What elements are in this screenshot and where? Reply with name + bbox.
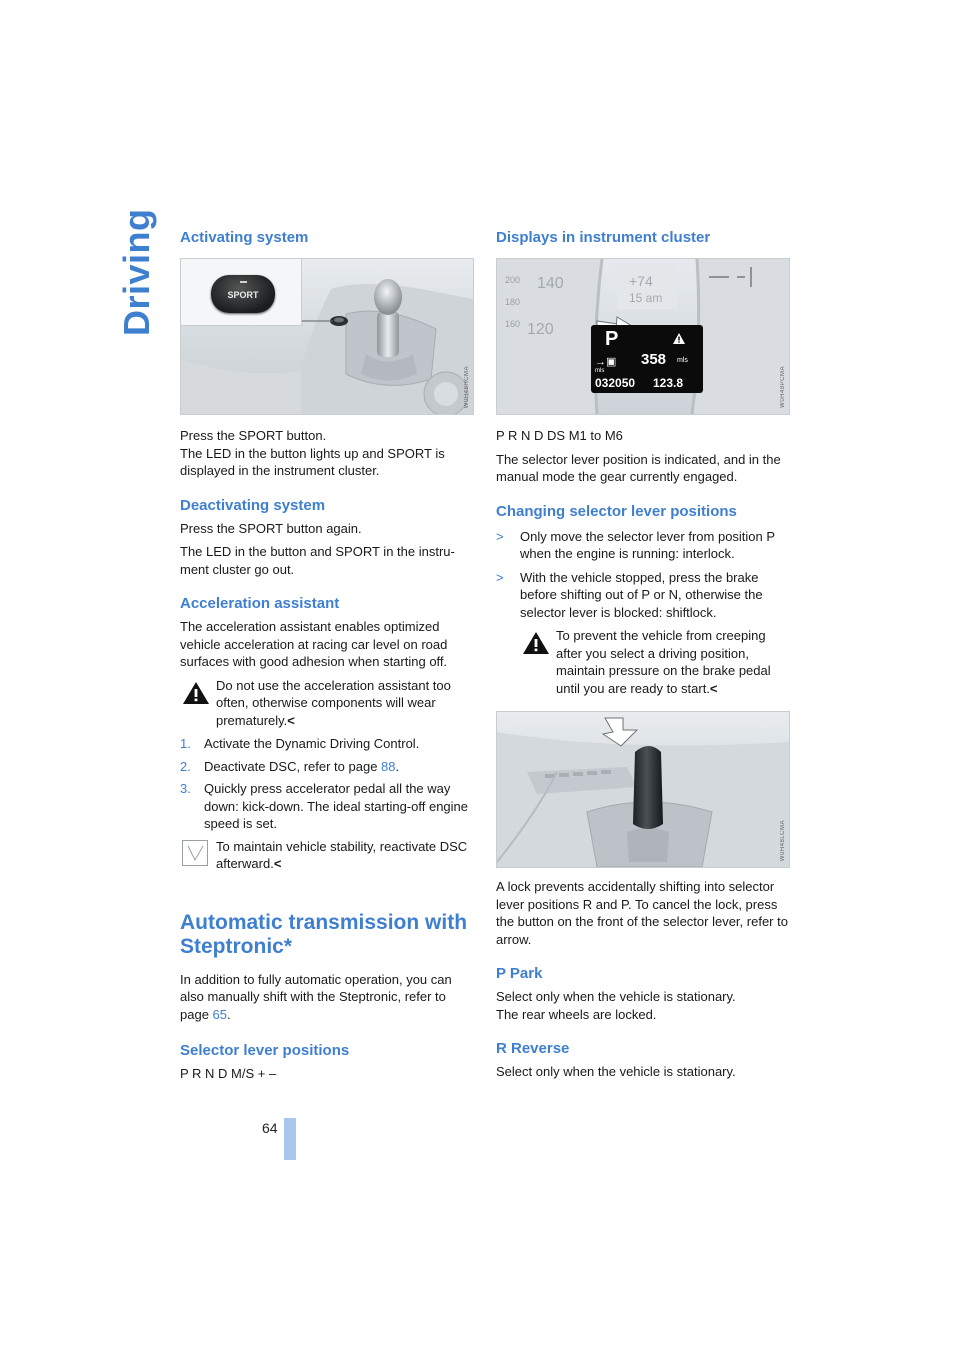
deactivating-p1: Press the SPORT button again.	[180, 520, 362, 536]
deactivating-p2: The LED in the button and SPORT in the instrument cluster go out.	[180, 544, 455, 577]
range-unit: mls	[677, 357, 688, 364]
acceleration-warning-text: Do not use the acceleration assistant too often, otherwise components will wear prematurely.	[216, 677, 451, 728]
speed-mark: 180	[505, 297, 521, 307]
speed-scale	[505, 269, 520, 335]
speed-mark-large: 140	[537, 275, 564, 292]
temperature-readout: +74	[629, 273, 653, 289]
selector-lever-illustration	[497, 712, 789, 867]
end-mark: <	[273, 856, 282, 871]
automatic-p1: In addition to fully automatic operation, you can also manually shift with the Steptronic, refer to page	[180, 971, 452, 1022]
changing-bullets	[496, 528, 792, 622]
list-item: > With the vehicle stopped, press the brake before shifting out of P or N, otherwise the selector lever is blocked: shiftlock.	[496, 569, 763, 620]
heading-r-reverse: R Reverse	[496, 1040, 570, 1057]
heading-acceleration-assistant: Acceleration assistant	[180, 595, 340, 612]
warning-triangle-icon	[522, 631, 550, 655]
page-link-88[interactable]: 88	[381, 758, 396, 774]
dsc-note-text: To maintain vehicle stability, reactivate DSC afterward.	[216, 838, 468, 871]
note-icon	[182, 840, 208, 866]
displays-p2: The selector lever position is indicated, and in the manual mode the gear currently engaged.	[496, 451, 781, 484]
odometer-unit: mls	[595, 368, 605, 374]
speed-mark-large: 120	[527, 321, 554, 338]
heading-p-park: P Park	[496, 965, 543, 982]
reverse-p1: Select only when the vehicle is stationary.	[496, 1064, 736, 1079]
trip-readout: 123.8	[653, 376, 684, 390]
warning-triangle-icon	[673, 333, 685, 344]
sport-button-inset	[181, 259, 302, 326]
gear-indicator: P	[605, 328, 619, 350]
clock-readout: 15 am	[629, 291, 663, 305]
acceleration-p1: The acceleration assistant enables optimized vehicle acceleration at racing car level on road surfaces with good adhesion when starting off.	[180, 619, 448, 669]
heading-selector-lever-positions: Selector lever positions	[180, 1042, 350, 1059]
activating-line1: Press the SPORT button.	[180, 428, 327, 443]
creep-warning-text: To prevent the vehicle from creeping after you select a driving position, maintain pressure on the brake pedal until you are ready to start.	[556, 628, 771, 696]
page-link-65[interactable]: 65	[212, 1006, 228, 1022]
lock-p1: A lock prevents accidentally shifting into selector lever positions R and P. To cancel the lock, press the button on the front of the selector lever, refer to arrow.	[496, 879, 788, 947]
sport-button-label: SPORT	[227, 290, 259, 300]
sport-button-figure	[180, 258, 474, 415]
list-item: 1. Activate the Dynamic Driving Control.	[180, 736, 420, 751]
led-indicator	[240, 281, 247, 283]
warning-triangle-icon	[182, 681, 210, 705]
heading-activating-system: Activating system	[180, 229, 309, 246]
instrument-cluster-figure	[496, 258, 790, 415]
speed-mark: 160	[505, 319, 521, 329]
park-line2: The rear wheels are locked.	[496, 1006, 657, 1022]
displays-p1: P R N D DS M1 to M6	[496, 428, 623, 443]
range-readout: 358	[641, 351, 667, 368]
list-item: 3. Quickly press accelerator pedal all the way down: kick-down. The ideal starting-off engine speed is set.	[180, 781, 469, 831]
selector-lever-figure	[496, 711, 790, 868]
heading-automatic-transmission: Automatic transmission with Steptronic*	[180, 910, 468, 958]
right-column	[496, 228, 792, 1081]
park-line1: Select only when the vehicle is stationary.	[496, 989, 736, 1004]
figure-code: W0H48HCMA	[464, 365, 470, 408]
odometer-readout: 032050	[595, 376, 636, 390]
figure-code: W0H48PCMA	[780, 366, 786, 408]
list-item: > Only move the selector lever from position P when the engine is running: interlock.	[496, 528, 775, 561]
selector-positions-text: P R N D M/S + –	[180, 1066, 277, 1081]
fuel-arrow-icon: →▣	[595, 356, 617, 368]
end-mark: <	[287, 712, 295, 728]
list-item: 2. Deactivate DSC, refer to page 88.	[180, 758, 400, 774]
heading-changing-selector-lever: Changing selector lever positions	[496, 502, 737, 520]
activating-line2: The LED in the button lights up and SPORT is displayed in the instrument cluster.	[180, 445, 445, 478]
dsc-note	[180, 838, 476, 873]
acceleration-steps	[180, 735, 476, 833]
acceleration-warning	[180, 677, 476, 730]
page-tab	[284, 1118, 296, 1160]
page-number: 64	[262, 1120, 278, 1136]
sport-button	[211, 275, 275, 313]
left-column: Activating system SPORT W0H48HCMA Press the SPORT button. The LED in the button lights up and SPORT is displayed in the instrument cluster. Deactivating system Press the SPORT button again. The LED in the button and SPORT in the instrument cluster go out. Acceleration assistant The acceleration assistant enables optimized vehicle acceleration at racing car level on road surfaces with good adhesion when starting off. Do not use the acceleration assistant too often, otherwise components will wear prematurely.< 1. Activate the Dynamic Driving Control. 2. Deactivate DSC, refer to page 88. 3. Quickly press accelerator pedal all the way down: kick-down. The ideal starting-off engine speed is set. To maintain vehicle stability, reactivate DSC afterward.< Automatic transmission with Steptronic* In addition to fully automatic operation, you can also manually shift with the Steptronic, refer to page 65. Selector lever positions P R N D M/S + –	[180, 228, 476, 1083]
section-title: Driving	[116, 208, 157, 336]
cluster-display	[591, 325, 703, 393]
heading-displays-instrument-cluster: Displays in instrument cluster	[496, 229, 711, 246]
figure-code: W0H48LCMA	[780, 819, 786, 861]
heading-deactivating-system: Deactivating system	[180, 496, 326, 514]
creep-warning	[520, 627, 792, 697]
end-mark: <	[709, 680, 718, 696]
speed-mark: 200	[505, 275, 521, 285]
